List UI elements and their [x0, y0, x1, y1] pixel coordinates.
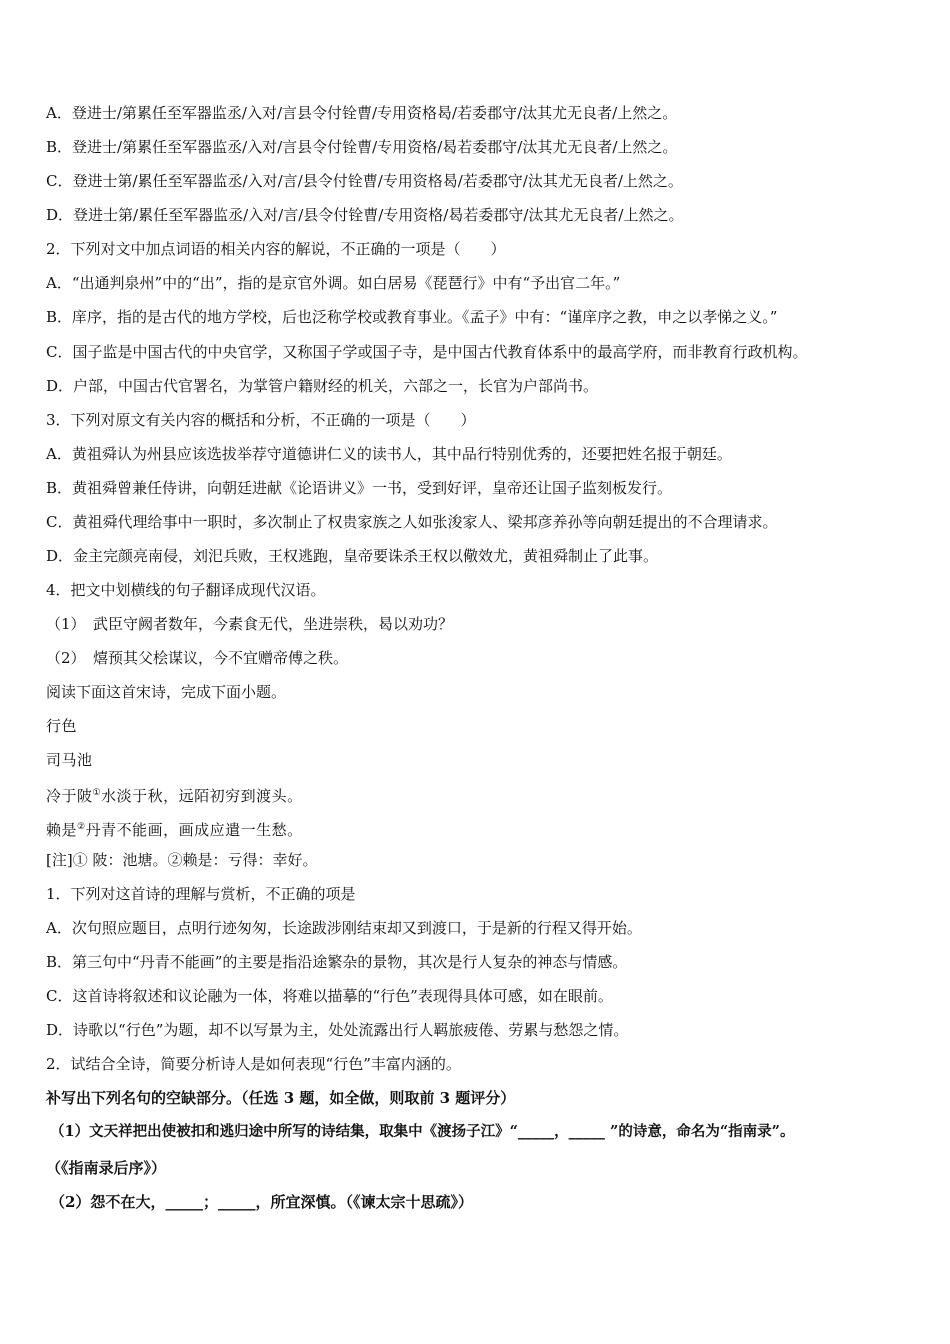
- q3-option-c: C．黄祖舜代理给事中一职时，多次制止了权贵家族之人如张浚家人、梁邦彦养孙等向朝廷提出的不合理请求。: [46, 513, 778, 531]
- q3-stem: 3．下列对原文有关内容的概括和分析，不正确的一项是（ ）: [46, 411, 476, 429]
- poem-q1-stem: 1．下列对这首诗的理解与赏析，不正确的项是: [46, 885, 356, 903]
- q4-sentence-1: （1） 武臣守阙者数年，今素食无代，坐进崇秩，曷以劝功？: [46, 615, 454, 633]
- fill-blank-heading: 补写出下列名句的空缺部分。（任选 3 题，如全做，则取前 3 题评分）: [46, 1089, 516, 1107]
- q3-option-b: B．黄祖舜曾兼任侍讲，向朝廷进献《论语讲义》一书，受到好评，皇帝还让国子监刻板发行。: [46, 479, 673, 497]
- poem-line-1-head: 冷于陂: [46, 787, 93, 805]
- poem-line-2-head: 赖是: [46, 821, 78, 839]
- footnote-mark-2: ②: [77, 822, 86, 832]
- fill-blank-item-1-source: （《指南录后序》）: [46, 1159, 167, 1177]
- q2-option-c: C．国子监是中国古代的中央官学，又称国子学或国子寺，是中国古代教育体系中的最高学府，而非教育行政机构。: [46, 343, 808, 361]
- poem-author: 司马池: [46, 751, 93, 769]
- poem-title: 行色: [46, 717, 78, 735]
- poem-q1-option-d: D．诗歌以“行色”为题，却不以写景为主，处处流露出行人羁旅疲倦、劳累与愁怨之情。: [46, 1021, 629, 1039]
- poem-q2-stem: 2．试结合全诗，简要分析诗人是如何表现“行色”丰富内涵的。: [46, 1055, 461, 1073]
- footnote-mark-1: ①: [92, 788, 102, 798]
- poem-intro: 阅读下面这首宋诗，完成下面小题。: [46, 683, 287, 701]
- poem-line-2: [46, 817, 303, 840]
- poem-line-1-tail: 水淡于秋，远陌初穷到渡头。: [101, 787, 303, 805]
- poem-line-2-tail: 丹青不能画，画成应遣一生愁。: [85, 821, 303, 839]
- q2-option-b: B．庠序，指的是古代的地方学校，后也泛称学校或教育事业。《孟子》中有：“谨庠序之教，申之以孝悌之义。”: [46, 308, 778, 326]
- q2-stem: 2．下列对文中加点词语的相关内容的解说，不正确的一项是（ ）: [46, 240, 506, 258]
- poem-notes: [注]① 陂：池塘。②赖是：亏得：幸好。: [46, 851, 318, 869]
- q1-option-d: D．登进士第/累任至军器监丞/入对/言/县令付铨曹/专用资格/曷若委郡守/汰其尤无良者/上然之。: [46, 206, 684, 224]
- q3-option-a: A．黄祖舜认为州县应该选拔举荐守道德讲仁义的读书人，其中品行特别优秀的，还要把姓名报于朝廷。: [46, 445, 732, 463]
- fill-blank-item-2: （2）怨不在大，_____；_____，所宜深慎。（《谏太宗十思疏》）: [50, 1193, 473, 1211]
- q2-option-a: A．“出通判泉州”中的“出”，指的是京官外调。如白居易《琵琶行》中有“予出官二年。”: [46, 274, 621, 292]
- poem-q1-option-c: C．这首诗将叙述和议论融为一体，将难以描摹的“行色”表现得具体可感，如在眼前。: [46, 987, 613, 1005]
- poem-q1-option-a: A．次句照应题目，点明行迹匆匆，长途跋涉刚结束却又到渡口，于是新的行程又得开始。: [46, 919, 642, 937]
- poem-q1-option-b: B．第三句中“丹青不能画”的主要是指沿途繁杂的景物，其次是行人复杂的神态与情感。: [46, 953, 628, 971]
- q4-sentence-2: （2） 熺预其父桧谋议，今不宜赠帝傅之秩。: [46, 649, 349, 667]
- poem-line-1: [46, 783, 303, 806]
- q3-option-d: D．金主完颜亮南侵，刘汜兵败，王权逃跑，皇帝要诛杀王权以儆效尤，黄祖舜制止了此事。: [46, 547, 659, 565]
- q1-option-a: A．登进士/第累任至军器监丞/入对/言县令付铨曹/专用资格曷/若委郡守/汰其尤无良者/上然之。: [46, 104, 678, 122]
- fill-blank-item-1: （1）文天祥把出使被扣和逃归途中所写的诗结集，取集中《渡扬子江》“_____，_____ ”的诗意，命名为“指南录”。: [50, 1123, 795, 1140]
- q1-option-b: B．登进士/第累任至军器监丞/入对/言县令付铨曹/专用资格/曷若委郡守/汰其尤无良者/上然之。: [46, 138, 678, 156]
- q4-stem: 4．把文中划横线的句子翻译成现代汉语。: [46, 581, 326, 599]
- q1-option-c: C．登进士第/累任至军器监丞/入对/言/县令付铨曹/专用资格曷/若委郡守/汰其尤无良者/上然之。: [46, 172, 683, 190]
- q2-option-d: D．户部，中国古代官署名，为掌管户籍财经的机关，六部之一，长官为户部尚书。: [46, 377, 599, 395]
